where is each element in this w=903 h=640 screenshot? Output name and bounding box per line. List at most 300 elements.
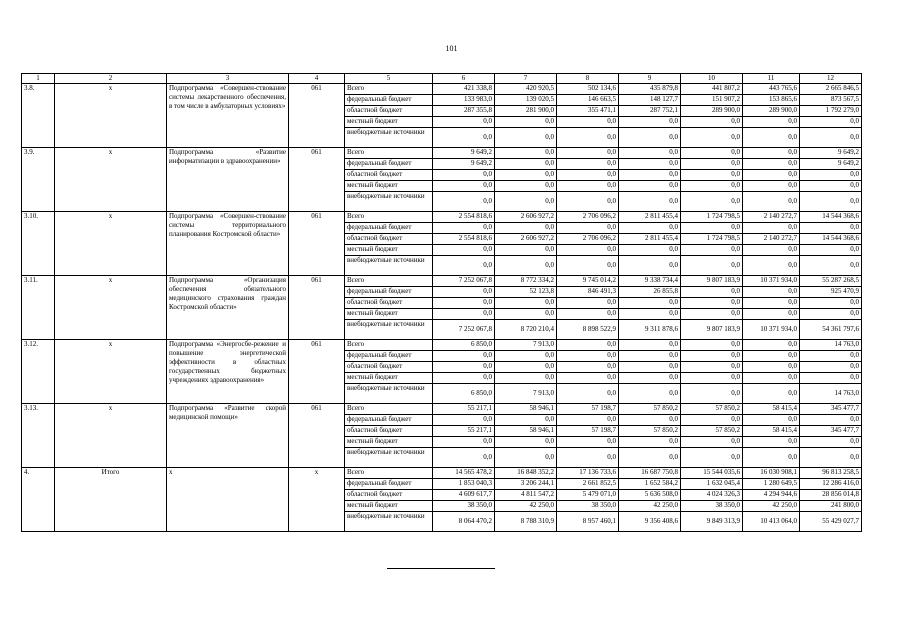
amount-cell: 1 724 798,5 — [681, 234, 743, 245]
amount-cell: 0,0 — [433, 117, 495, 128]
amount-cell: 14 763,0 — [800, 340, 862, 351]
table-row-group-start — [22, 276, 862, 287]
amount-cell: 3 206 244,1 — [495, 479, 557, 490]
amount-cell: 0,0 — [743, 256, 800, 276]
amount-cell: 57 850,2 — [619, 426, 681, 437]
amount-cell: 139 020,5 — [495, 95, 557, 106]
amount-cell: 0,0 — [681, 170, 743, 181]
amount-cell: 9 649,2 — [433, 148, 495, 159]
amount-cell: 42 250,0 — [495, 501, 557, 512]
amount-cell: 2 706 096,2 — [557, 234, 619, 245]
column2-cell: х — [55, 340, 167, 404]
amount-cell: 0,0 — [681, 351, 743, 362]
amount-cell: 7 913,0 — [495, 384, 557, 404]
amount-cell: 2 554 818,6 — [433, 234, 495, 245]
column-number-header: 10 — [681, 74, 743, 84]
subprogram-name-cell: Подпрограмма «Совершен-ствование системы лекарственного обеспечения, в том числе в амбулаторных условиях» — [167, 84, 289, 148]
amount-cell: 0,0 — [800, 245, 862, 256]
amount-cell: 153 865,6 — [743, 95, 800, 106]
amount-cell: 57 850,2 — [681, 404, 743, 415]
amount-cell: 0,0 — [743, 373, 800, 384]
amount-cell: 2 811 455,4 — [619, 234, 681, 245]
column-number-header: 2 — [55, 74, 167, 84]
amount-cell: 0,0 — [743, 128, 800, 148]
amount-cell: 925 470,9 — [800, 287, 862, 298]
amount-cell: 57 198,7 — [557, 426, 619, 437]
funding-source-cell: федеральный бюджет — [345, 479, 433, 490]
amount-cell: 0,0 — [800, 256, 862, 276]
amount-cell: 0,0 — [495, 148, 557, 159]
amount-cell: 4 024 326,3 — [681, 490, 743, 501]
subprogram-name-cell: Подпрограмма «Энергосбе-режение и повышение энергетической эффективности в областных государственных бюджетных учреждениях здравоохранения» — [167, 340, 289, 404]
amount-cell: 0,0 — [743, 117, 800, 128]
row-number-cell: 4. — [22, 468, 55, 532]
amount-cell: 0,0 — [433, 192, 495, 212]
amount-cell: 0,0 — [619, 181, 681, 192]
amount-cell: 846 491,3 — [557, 287, 619, 298]
amount-cell: 38 350,0 — [681, 501, 743, 512]
amount-cell: 0,0 — [743, 415, 800, 426]
amount-cell: 1 652 584,2 — [619, 479, 681, 490]
funding-source-cell: федеральный бюджет — [345, 223, 433, 234]
amount-cell: 0,0 — [743, 159, 800, 170]
amount-cell: 0,0 — [743, 223, 800, 234]
amount-cell: 9 356 408,6 — [619, 512, 681, 532]
code-cell: 061 — [289, 276, 345, 340]
amount-cell: 0,0 — [681, 298, 743, 309]
column-number-header: 7 — [495, 74, 557, 84]
table-row-group-start — [22, 468, 862, 479]
amount-cell: 0,0 — [495, 128, 557, 148]
code-cell: 061 — [289, 148, 345, 212]
amount-cell: 0,0 — [495, 298, 557, 309]
amount-cell: 0,0 — [557, 170, 619, 181]
amount-cell: 42 250,0 — [743, 501, 800, 512]
amount-cell: 9 649,2 — [800, 148, 862, 159]
amount-cell: 0,0 — [557, 448, 619, 468]
amount-cell: 9 745 014,2 — [557, 276, 619, 287]
amount-cell: 0,0 — [681, 448, 743, 468]
amount-cell: 12 286 416,0 — [800, 479, 862, 490]
row-number-cell: 3.9. — [22, 148, 55, 212]
amount-cell: 287 752,1 — [619, 106, 681, 117]
amount-cell: 0,0 — [619, 448, 681, 468]
column-number-header: 11 — [743, 74, 800, 84]
amount-cell: 38 350,0 — [557, 501, 619, 512]
funding-source-cell: местный бюджет — [345, 373, 433, 384]
amount-cell: 0,0 — [743, 437, 800, 448]
table-row-group-start — [22, 84, 862, 95]
amount-cell: 0,0 — [557, 128, 619, 148]
amount-cell: 0,0 — [681, 223, 743, 234]
amount-cell: 0,0 — [433, 373, 495, 384]
amount-cell: 7 913,0 — [495, 340, 557, 351]
amount-cell: 148 127,7 — [619, 95, 681, 106]
funding-source-cell: Всего — [345, 468, 433, 479]
amount-cell: 355 471,1 — [557, 106, 619, 117]
amount-cell: 9 649,2 — [433, 159, 495, 170]
amount-cell: 6 850,0 — [433, 340, 495, 351]
amount-cell: 0,0 — [800, 223, 862, 234]
amount-cell: 0,0 — [681, 192, 743, 212]
amount-cell: 0,0 — [800, 362, 862, 373]
amount-cell: 0,0 — [557, 437, 619, 448]
code-cell: 061 — [289, 84, 345, 148]
column-number-header: 3 — [167, 74, 289, 84]
amount-cell: 0,0 — [557, 148, 619, 159]
subprogram-name-cell: Подпрограмма «Совершен-ствование системы территориального планирования Костромской области» — [167, 212, 289, 276]
amount-cell: 0,0 — [681, 159, 743, 170]
amount-cell: 0,0 — [619, 415, 681, 426]
column-number-header: 6 — [433, 74, 495, 84]
amount-cell: 1 280 649,5 — [743, 479, 800, 490]
amount-cell: 10 371 934,0 — [743, 320, 800, 340]
amount-cell: 8 772 334,2 — [495, 276, 557, 287]
amount-cell: 14 544 368,6 — [800, 212, 862, 223]
amount-cell: 0,0 — [557, 245, 619, 256]
funding-source-cell: внебюджетные источники — [345, 448, 433, 468]
amount-cell: 2 606 927,2 — [495, 234, 557, 245]
amount-cell: 0,0 — [681, 384, 743, 404]
amount-cell: 0,0 — [495, 309, 557, 320]
amount-cell: 0,0 — [743, 287, 800, 298]
amount-cell: 0,0 — [681, 362, 743, 373]
amount-cell: 0,0 — [800, 437, 862, 448]
amount-cell: 0,0 — [557, 256, 619, 276]
amount-cell: 0,0 — [681, 340, 743, 351]
column-number-header: 1 — [22, 74, 55, 84]
column-number-header: 12 — [800, 74, 862, 84]
funding-source-cell: областной бюджет — [345, 362, 433, 373]
footer-separator-line — [387, 568, 495, 569]
funding-source-cell: местный бюджет — [345, 245, 433, 256]
table-row-group-start — [22, 212, 862, 223]
amount-cell: 287 355,8 — [433, 106, 495, 117]
amount-cell: 0,0 — [619, 223, 681, 234]
funding-source-cell: федеральный бюджет — [345, 287, 433, 298]
amount-cell: 2 811 455,4 — [619, 212, 681, 223]
amount-cell: 0,0 — [495, 170, 557, 181]
amount-cell: 0,0 — [433, 181, 495, 192]
amount-cell: 0,0 — [619, 437, 681, 448]
amount-cell: 0,0 — [800, 192, 862, 212]
amount-cell: 1 792 279,0 — [800, 106, 862, 117]
funding-source-cell: Всего — [345, 404, 433, 415]
amount-cell: 4 609 617,7 — [433, 490, 495, 501]
amount-cell: 7 252 067,8 — [433, 276, 495, 287]
amount-cell: 0,0 — [681, 287, 743, 298]
subprogram-name-cell: Подпрограмма «Развитие информатизации в здравоохранении» — [167, 148, 289, 212]
amount-cell: 26 855,8 — [619, 287, 681, 298]
funding-source-cell: внебюджетные источники — [345, 256, 433, 276]
amount-cell: 0,0 — [681, 256, 743, 276]
amount-cell: 0,0 — [433, 170, 495, 181]
amount-cell: 2 606 927,2 — [495, 212, 557, 223]
amount-cell: 54 361 797,6 — [800, 320, 862, 340]
amount-cell: 9 338 734,4 — [619, 276, 681, 287]
amount-cell: 6 850,0 — [433, 384, 495, 404]
amount-cell: 0,0 — [495, 181, 557, 192]
amount-cell: 8 788 310,9 — [495, 512, 557, 532]
budget-table — [21, 73, 862, 532]
amount-cell: 0,0 — [800, 448, 862, 468]
amount-cell: 1 724 798,5 — [681, 212, 743, 223]
table-row-group-start — [22, 340, 862, 351]
amount-cell: 0,0 — [433, 309, 495, 320]
amount-cell: 0,0 — [495, 373, 557, 384]
amount-cell: 0,0 — [681, 309, 743, 320]
funding-source-cell: внебюджетные источники — [345, 128, 433, 148]
subprogram-name-cell: Подпрограмма «Организация обеспечения обязательного медицинского страхования граждан Костромской области» — [167, 276, 289, 340]
funding-source-cell: местный бюджет — [345, 181, 433, 192]
amount-cell: 8 720 210,4 — [495, 320, 557, 340]
column2-cell: х — [55, 84, 167, 148]
amount-cell: 0,0 — [619, 128, 681, 148]
amount-cell: 14 565 478,2 — [433, 468, 495, 479]
amount-cell: 0,0 — [433, 256, 495, 276]
amount-cell: 0,0 — [681, 117, 743, 128]
amount-cell: 0,0 — [681, 437, 743, 448]
amount-cell: 0,0 — [743, 148, 800, 159]
amount-cell: 0,0 — [681, 181, 743, 192]
amount-cell: 52 123,8 — [495, 287, 557, 298]
amount-cell: 9 807 183,9 — [681, 320, 743, 340]
amount-cell: 16 848 352,2 — [495, 468, 557, 479]
amount-cell: 0,0 — [557, 373, 619, 384]
amount-cell: 0,0 — [557, 181, 619, 192]
amount-cell: 96 813 258,5 — [800, 468, 862, 479]
table-row-group-start — [22, 148, 862, 159]
amount-cell: 57 850,2 — [681, 426, 743, 437]
amount-cell: 0,0 — [433, 448, 495, 468]
amount-cell: 241 800,0 — [800, 501, 862, 512]
amount-cell: 28 856 014,8 — [800, 490, 862, 501]
amount-cell: 0,0 — [433, 128, 495, 148]
amount-cell: 2 665 846,5 — [800, 84, 862, 95]
amount-cell: 58 946,1 — [495, 404, 557, 415]
amount-cell: 0,0 — [619, 384, 681, 404]
amount-cell: 0,0 — [619, 373, 681, 384]
amount-cell: 0,0 — [495, 448, 557, 468]
amount-cell: 0,0 — [800, 170, 862, 181]
column2-cell: х — [55, 148, 167, 212]
amount-cell: 0,0 — [800, 117, 862, 128]
row-number-cell: 3.10. — [22, 212, 55, 276]
amount-cell: 151 907,2 — [681, 95, 743, 106]
amount-cell: 58 415,4 — [743, 426, 800, 437]
amount-cell: 0,0 — [557, 351, 619, 362]
amount-cell: 0,0 — [619, 298, 681, 309]
funding-source-cell: внебюджетные источники — [345, 384, 433, 404]
amount-cell: 0,0 — [433, 362, 495, 373]
amount-cell: 2 140 272,7 — [743, 212, 800, 223]
amount-cell: 55 217,1 — [433, 404, 495, 415]
amount-cell: 133 983,0 — [433, 95, 495, 106]
amount-cell: 0,0 — [800, 181, 862, 192]
amount-cell: 57 850,2 — [619, 404, 681, 415]
amount-cell: 0,0 — [743, 351, 800, 362]
amount-cell: 58 946,1 — [495, 426, 557, 437]
funding-source-cell: федеральный бюджет — [345, 159, 433, 170]
funding-source-cell: областной бюджет — [345, 298, 433, 309]
amount-cell: 0,0 — [800, 373, 862, 384]
funding-source-cell: областной бюджет — [345, 426, 433, 437]
funding-source-cell: областной бюджет — [345, 170, 433, 181]
code-cell: х — [289, 468, 345, 532]
amount-cell: 0,0 — [619, 256, 681, 276]
amount-cell: 16 030 908,1 — [743, 468, 800, 479]
amount-cell: 9 311 878,6 — [619, 320, 681, 340]
funding-source-cell: федеральный бюджет — [345, 95, 433, 106]
amount-cell: 0,0 — [557, 159, 619, 170]
amount-cell: 345 477,7 — [800, 426, 862, 437]
funding-source-cell: местный бюджет — [345, 437, 433, 448]
amount-cell: 4 811 547,2 — [495, 490, 557, 501]
amount-cell: 0,0 — [619, 245, 681, 256]
funding-source-cell: Всего — [345, 212, 433, 223]
amount-cell: 5 636 508,0 — [619, 490, 681, 501]
amount-cell: 55 217,1 — [433, 426, 495, 437]
amount-cell: 0,0 — [495, 362, 557, 373]
amount-cell: 5 479 071,0 — [557, 490, 619, 501]
amount-cell: 8 957 460,1 — [557, 512, 619, 532]
amount-cell: 0,0 — [495, 256, 557, 276]
amount-cell: 0,0 — [433, 415, 495, 426]
funding-source-cell: федеральный бюджет — [345, 415, 433, 426]
amount-cell: 1 853 040,3 — [433, 479, 495, 490]
amount-cell: 0,0 — [681, 128, 743, 148]
amount-cell: 0,0 — [743, 448, 800, 468]
funding-source-cell: внебюджетные источники — [345, 320, 433, 340]
amount-cell: 0,0 — [557, 415, 619, 426]
amount-cell: 0,0 — [495, 117, 557, 128]
column-number-header: 8 — [557, 74, 619, 84]
amount-cell: 0,0 — [619, 340, 681, 351]
amount-cell: 8 898 522,9 — [557, 320, 619, 340]
amount-cell: 42 250,0 — [619, 501, 681, 512]
amount-cell: 0,0 — [743, 170, 800, 181]
amount-cell: 0,0 — [557, 298, 619, 309]
amount-cell: 58 415,4 — [743, 404, 800, 415]
code-cell: 061 — [289, 340, 345, 404]
amount-cell: 0,0 — [557, 223, 619, 234]
amount-cell: 441 807,2 — [681, 84, 743, 95]
amount-cell: 0,0 — [800, 309, 862, 320]
amount-cell: 15 544 035,6 — [681, 468, 743, 479]
funding-source-cell: местный бюджет — [345, 309, 433, 320]
amount-cell: 0,0 — [557, 309, 619, 320]
amount-cell: 420 920,5 — [495, 84, 557, 95]
subprogram-name-cell: Подпрограмма «Развитие скорой медицинской помощи» — [167, 404, 289, 468]
column2-cell: х — [55, 276, 167, 340]
amount-cell: 8 064 470,2 — [433, 512, 495, 532]
amount-cell: 0,0 — [433, 287, 495, 298]
code-cell: 061 — [289, 212, 345, 276]
amount-cell: 55 429 027,7 — [800, 512, 862, 532]
amount-cell: 146 663,5 — [557, 95, 619, 106]
amount-cell: 421 338,8 — [433, 84, 495, 95]
funding-source-cell: внебюджетные источники — [345, 512, 433, 532]
funding-source-cell: областной бюджет — [345, 490, 433, 501]
amount-cell: 435 879,8 — [619, 84, 681, 95]
funding-source-cell: областной бюджет — [345, 106, 433, 117]
amount-cell: 0,0 — [495, 159, 557, 170]
amount-cell: 0,0 — [681, 148, 743, 159]
amount-cell: 0,0 — [743, 181, 800, 192]
funding-source-cell: местный бюджет — [345, 501, 433, 512]
header-row — [22, 74, 862, 84]
amount-cell: 0,0 — [433, 223, 495, 234]
amount-cell: 2 706 096,2 — [557, 212, 619, 223]
amount-cell: 4 294 944,6 — [743, 490, 800, 501]
amount-cell: 0,0 — [743, 245, 800, 256]
funding-source-cell: Всего — [345, 276, 433, 287]
amount-cell: 0,0 — [800, 298, 862, 309]
amount-cell: 289 900,0 — [681, 106, 743, 117]
amount-cell: 0,0 — [557, 362, 619, 373]
amount-cell: 443 765,6 — [743, 84, 800, 95]
funding-source-cell: федеральный бюджет — [345, 351, 433, 362]
amount-cell: 0,0 — [743, 340, 800, 351]
amount-cell: 0,0 — [681, 373, 743, 384]
amount-cell: 0,0 — [619, 170, 681, 181]
amount-cell: 0,0 — [800, 128, 862, 148]
amount-cell: 0,0 — [800, 415, 862, 426]
table-row-group-start — [22, 404, 862, 415]
amount-cell: 57 198,7 — [557, 404, 619, 415]
row-number-cell: 3.12. — [22, 340, 55, 404]
page-number: 101 — [445, 44, 458, 53]
funding-source-cell: Всего — [345, 148, 433, 159]
amount-cell: 0,0 — [495, 192, 557, 212]
amount-cell: 16 687 750,8 — [619, 468, 681, 479]
amount-cell: 0,0 — [433, 298, 495, 309]
funding-source-cell: Всего — [345, 340, 433, 351]
amount-cell: 38 350,0 — [433, 501, 495, 512]
amount-cell: 0,0 — [557, 340, 619, 351]
amount-cell: 0,0 — [681, 415, 743, 426]
amount-cell: 55 287 268,5 — [800, 276, 862, 287]
amount-cell: 0,0 — [619, 148, 681, 159]
amount-cell: 0,0 — [619, 159, 681, 170]
amount-cell: 0,0 — [495, 223, 557, 234]
amount-cell: 0,0 — [743, 362, 800, 373]
amount-cell: 2 554 818,6 — [433, 212, 495, 223]
amount-cell: 2 140 272,7 — [743, 234, 800, 245]
amount-cell: 0,0 — [557, 192, 619, 212]
subprogram-name-cell: х — [167, 468, 289, 532]
amount-cell: 14 763,0 — [800, 384, 862, 404]
row-number-cell: 3.11. — [22, 276, 55, 340]
amount-cell: 502 134,6 — [557, 84, 619, 95]
column2-cell: Итого — [55, 468, 167, 532]
column2-cell: х — [55, 404, 167, 468]
amount-cell: 0,0 — [557, 384, 619, 404]
amount-cell: 0,0 — [557, 117, 619, 128]
amount-cell: 0,0 — [800, 351, 862, 362]
row-number-cell: 3.8. — [22, 84, 55, 148]
amount-cell: 0,0 — [619, 309, 681, 320]
column-number-header: 5 — [345, 74, 433, 84]
amount-cell: 14 544 368,6 — [800, 234, 862, 245]
amount-cell: 873 567,5 — [800, 95, 862, 106]
amount-cell: 1 632 045,4 — [681, 479, 743, 490]
amount-cell: 0,0 — [619, 362, 681, 373]
amount-cell: 0,0 — [495, 351, 557, 362]
funding-source-cell: областной бюджет — [345, 234, 433, 245]
funding-source-cell: Всего — [345, 84, 433, 95]
funding-source-cell: местный бюджет — [345, 117, 433, 128]
